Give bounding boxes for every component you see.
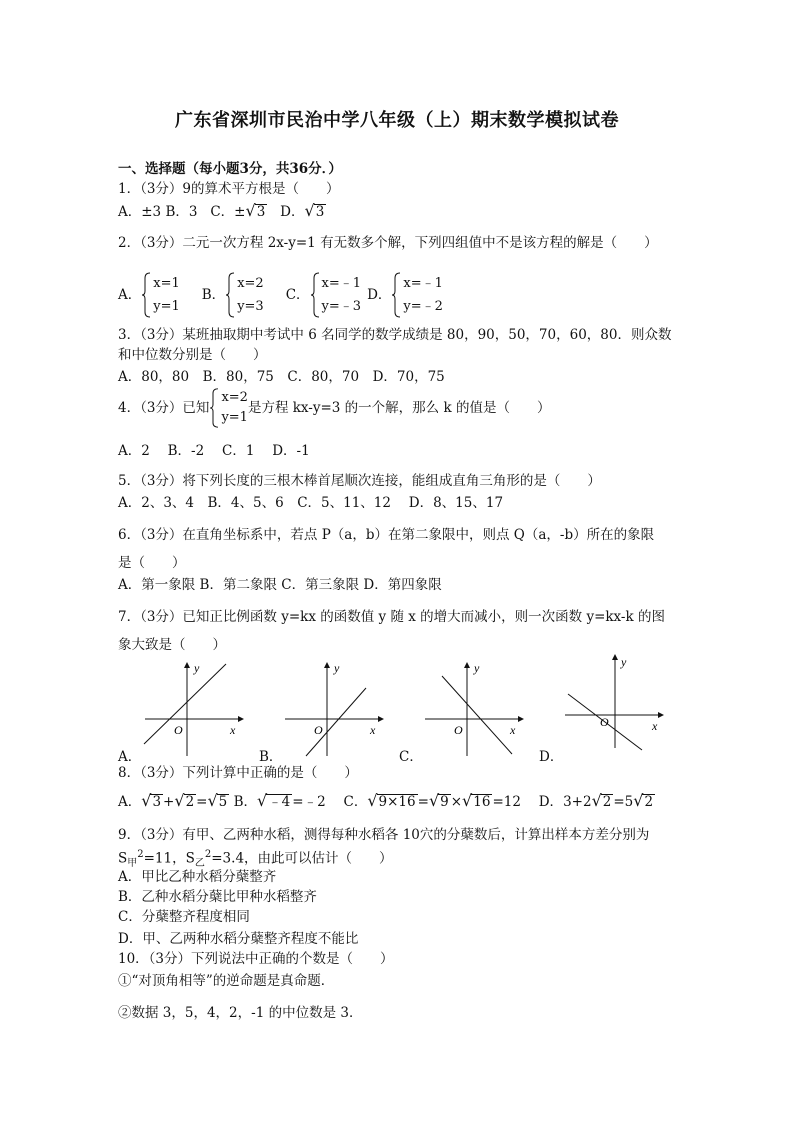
question-5-stem: 5．（3分）将下列长度的三根木棒首尾顺次连接，能组成直角三角形的是（ ） xyxy=(118,473,601,489)
q8-option-c-label: C． xyxy=(329,794,368,810)
q4-prefix: 4．（3分）已知 xyxy=(118,400,210,416)
operator: = xyxy=(196,794,208,810)
arrow-icon xyxy=(518,716,524,722)
radicand: 5 xyxy=(218,794,228,810)
arrow-icon xyxy=(378,716,384,722)
page-title: 广东省深圳市民治中学八年级（上）期末数学模拟试卷 xyxy=(175,110,619,131)
question-3-line1: 3．（3分）某班抽取期中考试中 6 名同学的数学成绩是 80，90，50，70，60，80．则众数 xyxy=(118,327,672,343)
q2-option-d-label: D． xyxy=(367,287,392,303)
sqrt-symbol: √ xyxy=(428,791,440,810)
variance-symbol: S xyxy=(118,850,128,867)
q1-option-c-radicand: 3 xyxy=(256,204,266,220)
arrow-icon xyxy=(324,662,330,668)
x-axis-label: x xyxy=(230,723,236,737)
radicand: 3 xyxy=(152,794,162,810)
sqrt-symbol: √ xyxy=(256,791,268,810)
q2-option-b-label: B． xyxy=(201,287,226,303)
q2-option-c-label: C． xyxy=(285,287,310,303)
origin-label: O xyxy=(600,715,609,729)
question-7-line1: 7．（3分）已知正比例函数 y=kx 的函数值 y 随 x 的增大而减小，则一次函数 y=kx-k 的图 xyxy=(118,609,665,625)
arrow-icon xyxy=(658,712,664,718)
operator: + xyxy=(163,794,175,810)
sqrt-symbol: √ xyxy=(633,791,644,810)
radicand: 9 xyxy=(440,794,449,810)
question-1-stem: 1．（3分）9的算术平方根是（ ） xyxy=(118,181,340,197)
question-3-line2: 和中位数分别是（ ） xyxy=(118,347,267,363)
brace-icon xyxy=(141,272,151,318)
variance-value: =3.4，由此可以估计（ ） xyxy=(211,850,393,867)
question-2-options xyxy=(118,272,443,318)
origin-label: O xyxy=(174,723,183,737)
q1-option-b: B．3 xyxy=(165,204,198,220)
question-2-stem: 2．（3分）二元一次方程 2x-y=1 有无数多个解，下列四组值中不是该方程的解是（ ） xyxy=(118,235,658,251)
result: =12 xyxy=(492,794,521,810)
radicand: 9×16 xyxy=(378,794,416,810)
graph-option-b xyxy=(280,660,390,760)
q4-system xyxy=(209,388,248,428)
q2-option-c-system xyxy=(310,272,362,318)
brace-icon xyxy=(209,388,219,428)
sqrt-symbol: √ xyxy=(304,201,315,220)
arrow-icon xyxy=(464,662,470,668)
equation-row: x=2 xyxy=(237,276,264,291)
q8-option-d-label: D． xyxy=(525,794,564,810)
radicand: 16 xyxy=(473,794,491,810)
graph-label-a: A． xyxy=(118,749,142,765)
equation-row: x=﹣1 xyxy=(403,276,443,291)
question-8-options xyxy=(118,792,655,811)
q2-option-b-system xyxy=(225,272,264,318)
superscript: 2 xyxy=(137,849,144,860)
sqrt-symbol: √ xyxy=(367,791,378,810)
equation-row: x=﹣1 xyxy=(321,276,362,291)
question-6-line1: 6．（3分）在直角坐标系中，若点 P（a，b）在第二象限中，则点 Q（a，-b）所在的象限 xyxy=(118,527,655,543)
function-line xyxy=(442,676,512,754)
q8-option-a-label: A． xyxy=(118,794,142,810)
brace-icon xyxy=(225,272,235,318)
question-8-stem: 8．（3分）下列计算中正确的是（ ） xyxy=(118,765,358,781)
x-axis-label: x xyxy=(652,719,658,733)
radicand: 2 xyxy=(185,794,195,810)
q1-option-d-radicand: 3 xyxy=(315,204,325,220)
q1-option-d-label: D． xyxy=(280,204,305,220)
equation-row: y=3 xyxy=(237,299,264,314)
graph-option-c xyxy=(420,660,530,760)
superscript: 2 xyxy=(204,849,212,860)
question-9-line1: 9．（3分）有甲、乙两种水稻，测得每种水稻各 10穴的分蘖数后，计算出样本方差分别为 xyxy=(118,827,650,843)
equation-row: y=﹣3 xyxy=(321,299,362,314)
graph-option-d xyxy=(560,652,670,752)
sqrt-symbol: √ xyxy=(207,791,218,810)
q4-suffix: 是方程 kx-y=3 的一个解，那么 k 的值是（ ） xyxy=(247,400,551,416)
x-axis-label: x xyxy=(370,723,376,737)
q8-option-b-label: B． xyxy=(233,794,257,810)
subscript: 乙 xyxy=(194,858,205,870)
subscript: 甲 xyxy=(127,858,138,870)
question-9-option-a: A．甲比乙种水稻分蘖整齐 xyxy=(118,869,277,885)
equation-row: y=1 xyxy=(153,299,180,314)
radicand: 2 xyxy=(644,794,654,810)
equation-row: x=2 xyxy=(221,390,248,405)
q2-option-a-system xyxy=(141,272,180,318)
sqrt-symbol: √ xyxy=(245,201,256,220)
question-9-option-d: D．甲、乙两种水稻分蘖整齐程度不能比 xyxy=(118,931,359,947)
sqrt-symbol: √ xyxy=(174,791,185,810)
question-5-options: A．2、3、4 B．4、5、6 C．5、11、12 D．8、15、17 xyxy=(118,495,504,511)
sqrt-symbol: √ xyxy=(591,791,602,810)
y-axis-label: y xyxy=(621,655,627,669)
question-1-options xyxy=(118,202,326,221)
question-10-item-1: ①“对顶角相等”的逆命题是真命题． xyxy=(118,973,335,989)
brace-icon xyxy=(391,272,401,318)
q2-option-a-label: A． xyxy=(118,287,142,303)
q1-option-a: A．±3 xyxy=(118,204,162,220)
term: 3+2 xyxy=(563,794,592,810)
question-3-options: A．80，80 B．80，75 C．80，70 D．70，75 xyxy=(118,369,445,385)
equation-row: y=﹣2 xyxy=(403,299,443,314)
x-axis-label: x xyxy=(510,723,516,737)
graph-label-c: C． xyxy=(399,749,423,765)
question-4-options: A．2 B．-2 C．1 D．-1 xyxy=(118,443,310,459)
operator: = xyxy=(417,794,429,810)
brace-icon xyxy=(310,272,320,318)
origin-label: O xyxy=(454,723,463,737)
sqrt-symbol: √ xyxy=(141,791,152,810)
q2-option-d-system xyxy=(391,272,443,318)
question-9-option-c: C．分蘖整齐程度相同 xyxy=(118,909,250,925)
function-line xyxy=(144,664,226,744)
question-7-line2: 象大致是（ ） xyxy=(118,637,226,653)
radicand: ﹣4 xyxy=(268,794,291,810)
question-6-line2: 是（ ） xyxy=(118,555,186,571)
function-line xyxy=(306,688,366,756)
question-4-stem xyxy=(118,388,550,428)
question-6-options: A．第一象限 B．第二象限 C．第三象限 D．第四象限 xyxy=(118,577,442,593)
y-axis-label: y xyxy=(334,661,340,675)
result: =﹣2 xyxy=(292,794,326,810)
sqrt-symbol: √ xyxy=(462,791,473,810)
graph-option-a xyxy=(140,660,250,760)
operator: × xyxy=(450,794,463,810)
question-9-option-b: B．乙种水稻分蘖比甲种水稻整齐 xyxy=(118,889,317,905)
graph-label-b: B． xyxy=(259,749,283,765)
section-heading: 一、选择题（每小题3分，共36分．） xyxy=(118,161,342,177)
y-axis-label: y xyxy=(194,661,200,675)
arrow-icon xyxy=(238,716,244,722)
variance-value: =11，S xyxy=(143,850,195,867)
q1-option-c-label: C．± xyxy=(210,204,246,220)
equation-row: x=1 xyxy=(153,276,180,291)
question-10-item-2: ②数据 3，5，4，2，-1 的中位数是 3． xyxy=(118,1005,363,1021)
origin-label: O xyxy=(314,723,323,737)
question-10-stem: 10．（3分）下列说法中正确的个数是（ ） xyxy=(118,951,394,967)
operator: =5 xyxy=(613,794,634,810)
radicand: 2 xyxy=(602,794,612,810)
arrow-icon xyxy=(184,662,190,668)
y-axis-label: y xyxy=(474,661,480,675)
graph-label-d: D． xyxy=(539,749,564,765)
arrow-icon xyxy=(612,654,618,660)
equation-row: y=1 xyxy=(221,410,248,425)
